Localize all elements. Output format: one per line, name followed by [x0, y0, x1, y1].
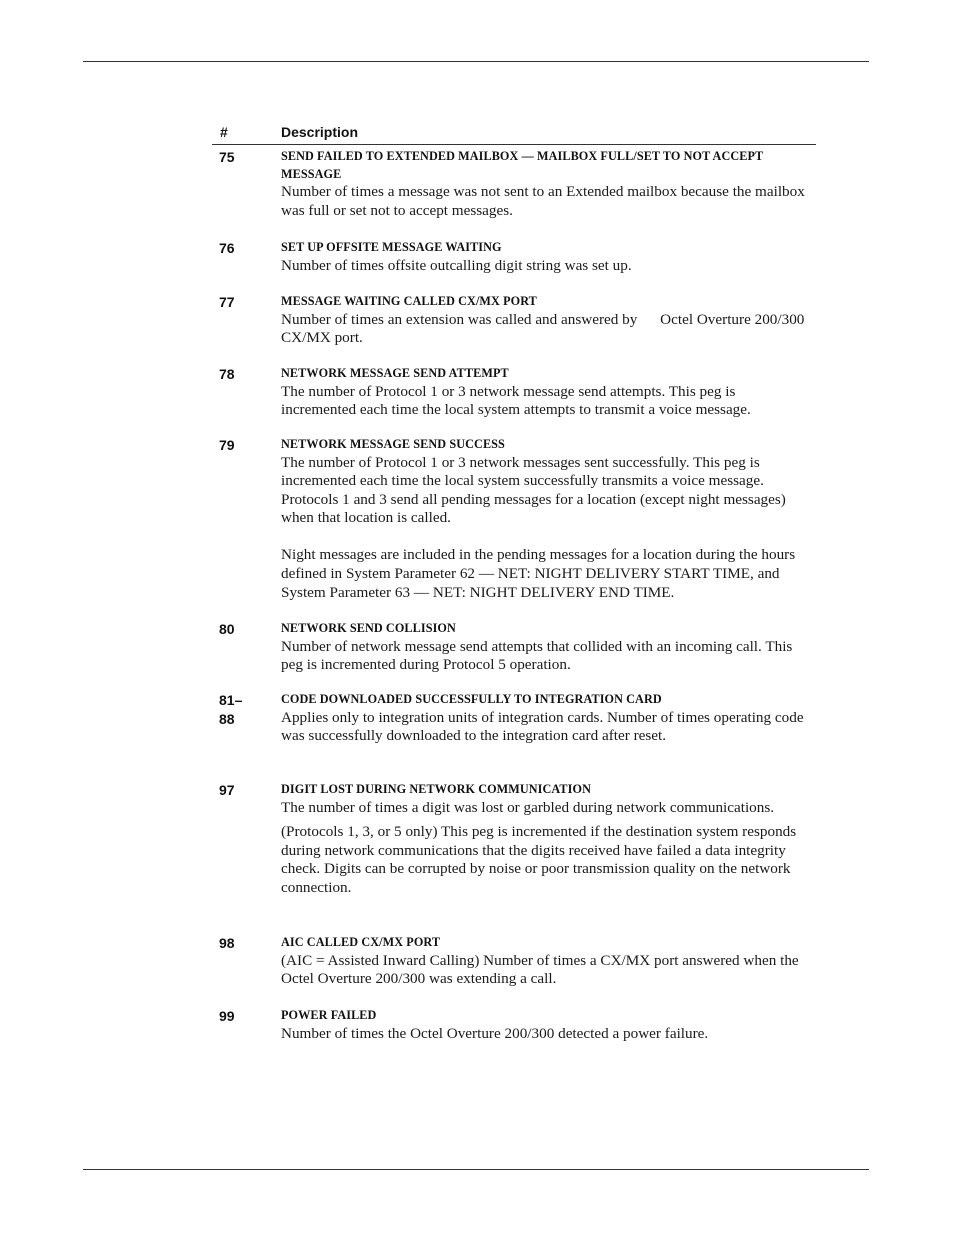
row-title: POWER FAILED — [281, 1008, 377, 1022]
row-number: 81– 88 — [219, 692, 243, 727]
row-number: 78 — [219, 366, 235, 382]
column-header-description: Description — [281, 124, 359, 140]
table-row — [212, 620, 816, 675]
row-text: Number of times a message was not sent to an Extended mailbox because the mailbox was full or set not to accept messages. — [281, 183, 805, 219]
row-text: (AIC = Assisted Inward Calling) Number of times a CX/MX port answered when the Octel Overture 200/300 was extending a call. — [281, 951, 799, 988]
peg-count-table — [212, 121, 816, 1042]
row-text: Night messages are included in the pending messages for a location during the hours defined in System Parameter 62 — NET: NIGHT DELIVERY START TIME, and System Parameter 63 — NET: NIGHT DELIVERY END TIME. — [281, 546, 796, 601]
row-text: Applies only to integration units of integration cards. Number of times operating code was successfully downloaded to the integration card after reset. — [281, 708, 804, 745]
row-description — [281, 293, 816, 348]
row-text: The number of Protocol 1 or 3 network message send attempts. This peg is incremented each time the local system attempts to transmit a voice message. — [281, 382, 751, 419]
row-description — [281, 691, 816, 746]
row-title: MESSAGE WAITING CALLED CX/MX PORT — [281, 294, 537, 308]
row-title: NETWORK MESSAGE SEND ATTEMPT — [281, 366, 509, 380]
row-number: 76 — [219, 240, 235, 256]
row-title: SEND FAILED TO EXTENDED MAILBOX — MAILBOX FULL/SET TO NOT ACCEPT MESSAGE — [281, 149, 764, 181]
row-number: 98 — [219, 935, 235, 951]
row-description — [281, 781, 816, 897]
row-text: Number of times the Octel Overture 200/300 detected a power failure. — [281, 1024, 709, 1042]
row-title: CODE DOWNLOADED SUCCESSFULLY TO INTEGRATION CARD — [281, 692, 662, 706]
table-row — [212, 293, 816, 348]
row-title: NETWORK MESSAGE SEND SUCCESS — [281, 437, 505, 451]
table-row — [212, 934, 816, 989]
row-number: 80 — [219, 621, 235, 637]
row-text: Number of network message send attempts that collided with an incoming call. This peg is incremented during Protocol 5 operation. — [281, 637, 793, 674]
row-title: DIGIT LOST DURING NETWORK COMMUNICATION — [281, 782, 591, 796]
row-description — [281, 148, 816, 220]
row-description — [281, 1007, 816, 1043]
table-row — [212, 365, 816, 420]
table-row — [212, 148, 816, 220]
row-text: (Protocols 1, 3, or 5 only) This peg is incremented if the destination system responds during network communications that the digits received have failed a data integrity check. Digits can be corrupted by noise or poor transmission quality on the network connection. — [281, 823, 797, 896]
row-number: 75 — [219, 149, 235, 165]
row-description — [281, 934, 816, 989]
row-description — [281, 239, 816, 275]
header-rule — [83, 61, 869, 62]
table-row — [212, 239, 816, 275]
row-text: The number of times a digit was lost or garbled during network communications. — [281, 798, 775, 816]
row-number: 79 — [219, 437, 235, 453]
table-row — [212, 781, 816, 897]
row-description — [281, 365, 816, 420]
row-text: The number of Protocol 1 or 3 network messages sent successfully. This peg is incremented each time the local system successfully transmits a voice message. Protocols 1 and 3 send all pending messages for a location (except night messages) when that location is called. — [281, 453, 786, 527]
row-number: 97 — [219, 782, 235, 798]
row-description — [281, 620, 816, 675]
row-number: 99 — [219, 1008, 235, 1024]
table-row — [212, 436, 816, 602]
row-title: SET UP OFFSITE MESSAGE WAITING — [281, 240, 502, 254]
table-row — [212, 1007, 816, 1043]
row-description — [281, 436, 816, 602]
table-header — [212, 121, 816, 145]
row-text: Number of times offsite outcalling digit string was set up. — [281, 256, 632, 274]
row-title: NETWORK SEND COLLISION — [281, 621, 456, 635]
column-header-num: # — [220, 124, 228, 140]
row-text: Number of times an extension was called and answered by Octel Overture 200/300 CX/MX port. — [281, 310, 809, 347]
row-title: AIC CALLED CX/MX PORT — [281, 935, 441, 949]
row-number: 77 — [219, 294, 235, 310]
footer-rule — [83, 1169, 869, 1170]
table-row — [212, 691, 816, 746]
